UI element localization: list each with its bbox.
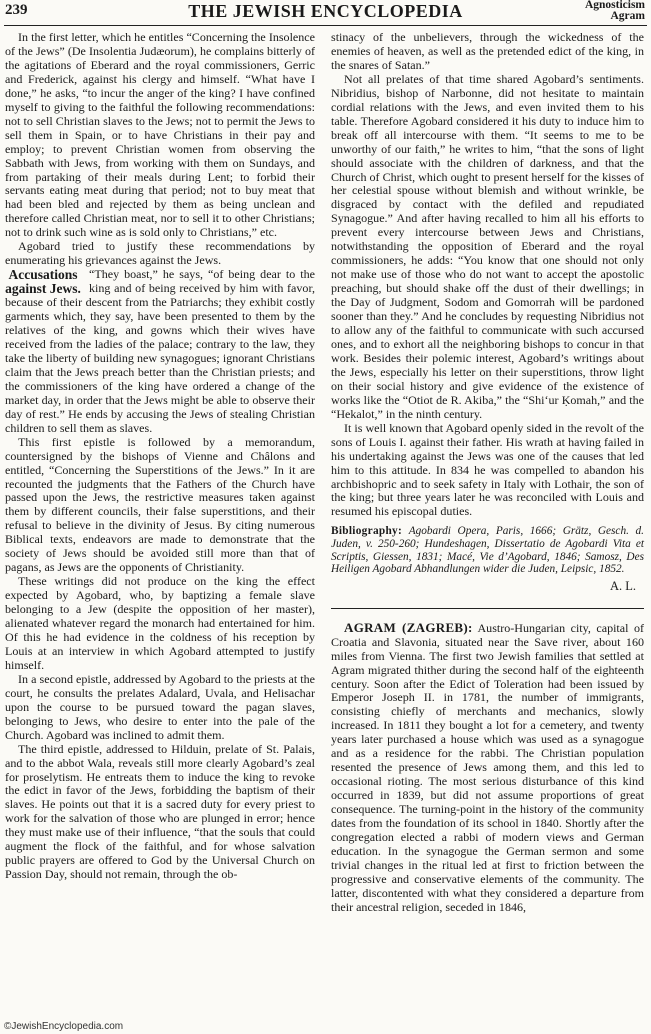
- article-divider: [331, 608, 644, 609]
- running-heads: [585, 0, 645, 22]
- paragraph: Not all prelates of that time shared Agobard’s sentiments. Nibridius, bishop of Narbonne, did not hesitate to maintain cordial relations with the Jews, and even invited them to his table. Therefore Agobard considered it his duty to induce him to break off all intercourse with them. “It seems to me to be unworthy of our faith,” he writes to him, “that the sons of light should associate with the children of darkness, and that the Church of Christ, which ought to present herself for the kisses of her celestial spouse without blemish and without wrinkle, be disgraced by contact with the defiled and repudiated Synagogue.” And after having recalled to him all his efforts to prevent every intercourse between Jews and Christians, notwithstanding the opposition of Eberard and the royal commissioners, he adds: “You know that one should not only not make use of those who do not want to accept the apostolic preaching, but should shake off the dust of their dwellings; in the Day of Judgment, Sodom and Gomorrah will be pardoned sooner than they.” And he concludes by requesting Nibridius not to allow any of the faithful to communicate with such accursed ones, and to exhort all the neighboring bishops to concur in that work. Besides their polemic interest, Agobard’s writings about the Jews, especially his letter on their superstitions, throw light on their social history and give evidence of the existence of works like the “Otiot de R. Akiba,” the “Shi‘ur Ḳomah,” and the “Hekalot,” in the ninth century.: [331, 71, 644, 421]
- article-text: Austro-Hungarian city, capital of Croatia and Slavonia, situated near the Save river, about 160 miles from Vienna. The first two Jewish families that settled at Agram migrated thither during the second half of the eighteenth century. Soon after the Edict of Toleration had been issued by Emperor Joseph II. in 1781, the number of immigrants, consisting chiefly of merchants and mechanics, slowly increased. In 1811 they bought a lot for a cemetery, and twenty years later purchased a house which was used as a synagogue and as a residence for the rabbi. The Christian population resented the presence of Jews among them, and this led to occasional rioting. The most serious disturbance of this kind occurred in 1839, but did not assume proportions of great consequence. The turning-point in the history of the community dates from the foundation of its school in 1840. Shortly after the congregation elected a rabbi of modern views and German education. In the synagogue the German sermon and some trivial changes in the ritual led at first to friction between the progressive and conservative elements of the community. The latter, discontented with what they considered a departure from their ancestral religion, seceded in 1846,: [331, 620, 644, 914]
- paragraph: The third epistle, addressed to Hilduin, prelate of St. Palais, and to the abbot Wala, reveals still more clearly Agobard’s zeal for proselytism. He entreats them to induce the king to revoke the edict in favor of the Jews, forbidding the baptism of their slaves. He points out that it is a sacred duty for every priest to work for the salvation of those who are plunged in error; hence they must make use of their influence, “that the souls that could augment the flock of the faithful, and for whose salvation public prayers are offered to God by the Universal Church on Passion Day, should not remain, through the ob-: [5, 741, 315, 882]
- bibliography-text: Agobardi Opera, Paris, 1666; Grätz, Gesch. d. Juden, v. 250-260; Hundeshagen, Dissertatio de Agobardi Vita et Scriptis, Giessen, 1831; Macé, Vie d’Agobard, 1846; Samosz, Des Heiligen Agobard Abhandlungen wider die Juden, Leipsic, 1852.: [331, 525, 644, 576]
- paragraph: Agobard tried to justify these recommendations by enumerating his grievances against the Jews.: [5, 239, 315, 268]
- running-head-first: Agnosticism: [584, 0, 645, 11]
- paragraph: It is well known that Agobard openly sided in the revolt of the sons of Louis I. against their father. His wrath at having failed in his undertaking against the Jews was one of the causes that led him to this attitude. In 834 he was compelled to abandon his archbishopric and to seek safety in Italy with Lothair, the son of the king; but three years later he was reconciled with Louis and resumed his episcopal duties.: [331, 420, 644, 519]
- paragraph: This first epistle is followed by a memorandum, countersigned by the bishops of Vienne and Châlons and entitled, “Concerning the Superstitions of the Jews.” In it are recounted the judgments that the Fathers of the Church have passed upon the Jews, the restrictive measures taken against them by different councils, their false superstitions, and their refusal to believe in the divinity of Jesus. By citing numerous Biblical texts, endeavors are made to demonstrate that the society of Jews should be avoided still more than that of pagans, as Jews are the opponents of Christianity.: [5, 434, 315, 575]
- paragraph: In the first letter, which he entitles “Concerning the Insolence of the Jews” (De Insolentia Judæorum), he complains bitterly of the agitations of Eberard and the royal commissioners, Gerric and Frederick, against his clergy and himself. “What have I done,” he asks, “to incur the anger of the king? I have confined myself to giving to the faithful the following recommendations: not to sell Christian slaves to the Jews; not to permit the Jews to sell them in Spain, or to have Christians in their pay and employ; to prevent Christian women from observing the Sabbath with Jews, from working with them on Sundays, and from partaking of their meals during Lent; to forbid their servants eating meat during that period; not to buy meat that had been bled and rejected by them as being unclean and therefore called Christian meat, nor to sell it to other Christians; not to drink such wine as is sold only to Christians,” etc.: [5, 30, 315, 240]
- bibliography: [331, 525, 644, 575]
- article-paragraph: [331, 621, 644, 915]
- article-headword: AGRAM (ZAGREB):: [344, 619, 473, 635]
- running-title: THE JEWISH ENCYCLOPEDIA: [188, 1, 463, 21]
- page-number: 239: [5, 2, 28, 18]
- paragraph: In a second epistle, addressed by Agobard to the priests at the court, he consults the prelates Adalard, Uvala, and Helisachar upon the course to be pursued toward the pagan slaves, belonging to Jews, who desire to enter into the pale of the Church. Agobard was inclined to admit them.: [5, 671, 315, 742]
- author-signature: A. L.: [609, 578, 636, 593]
- paragraph: stinacy of the unbelievers, through the wickedness of the enemies of heaven, as well as the pretended edict of the king, in the snares of Satan.”: [331, 30, 644, 72]
- margin-heading: Accusations against Jews.: [5, 267, 81, 296]
- paragraph-text: “They boast,” he says, “of being dear to the king and of being received by him with favor, because of their descent from the Patriarchs; they exhibit costly garments which, they say, have been presented to them by the relatives of the king, and gowns which their wives have received from the ladies of the palace; contrary to the law, they take the liberty of building new synagogues; ignorant Christians claim that the Jews preach better than the Christian priests; and the commissioners of the king have ordered a change of the market day, in order that the Jews might be able to observe their day of rest.” He ends by accusing the Jews of stealing Christian children to sell them as slaves.: [5, 267, 315, 435]
- header-rule: [4, 25, 647, 26]
- paragraph-with-margin-head: [5, 268, 315, 435]
- bibliography-label: Bibliography:: [331, 525, 403, 538]
- footer-watermark: ©JewishEncyclopedia.com: [4, 1021, 124, 1032]
- paragraph: These writings did not produce on the king the effect expected by Agobard, who, by baptizing a female slave belonging to a Jew (despite the opposition of her master), alienated whatever regard the monarch had entertained for him. Of this he had evidence in the coldness of his reception by Louis at an interview in which Agobard attempted to justify himself.: [5, 574, 315, 672]
- left-column: [5, 31, 315, 882]
- right-column: [331, 31, 644, 915]
- running-head-last: Agram: [610, 10, 645, 22]
- page-header: [0, 0, 651, 24]
